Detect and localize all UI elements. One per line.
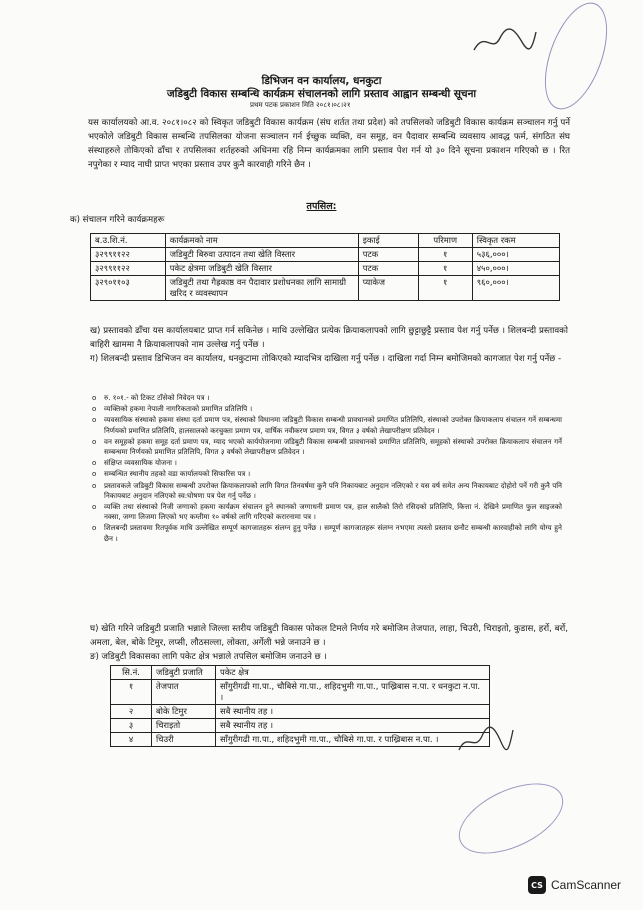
- table-header: स्विकृत रकम: [472, 234, 559, 248]
- table-cell: ३२९९११२२: [91, 262, 166, 276]
- table-header: ब.उ.शि.नं.: [91, 234, 166, 248]
- table-row: [91, 262, 560, 276]
- table-cell: १: [418, 262, 472, 276]
- table-cell: बोके टिमुर: [152, 705, 216, 719]
- publish-note: प्रथम पटक प्रकाशन मिति २०८१।०८।२१: [250, 101, 351, 109]
- list-item: o रु. १०१.- को टिकट टाँसेको निवेदन पत्र ।: [92, 393, 562, 403]
- table-header: पकेट क्षेत्र: [216, 666, 490, 680]
- section-gha: घ) खेति गरिने जडिबुटी प्रजाति भन्नाले जिल्ला स्तरीय जडिबुटी विकास फोकल टिमले निर्णय गरे बमोजिम तेजपात, लाहा, चिउरी, चिराइतो, कुडास, हर्रो, बर्रो, अमला, बेल, बोके टिमुर, लप्सी, लौठसल्ला, लोक्ता, अर्गेली भन्ने जनाउने छ ।: [90, 624, 568, 648]
- table-cell: सबै स्थानीय तह ।: [216, 719, 490, 733]
- table-header-row: [111, 666, 490, 680]
- table-cell: सबै स्थानीय तह ।: [216, 705, 490, 719]
- programs-table: [90, 233, 560, 301]
- table-cell: १: [418, 276, 472, 301]
- camscanner-logo-icon: CS: [528, 876, 546, 894]
- table-cell: १: [111, 680, 152, 705]
- table-header: सि.नं.: [111, 666, 152, 680]
- schedule-title: तपसिल:: [306, 201, 337, 212]
- table-cell: ९६०,०००।: [472, 276, 559, 301]
- table-row: [91, 248, 560, 262]
- table-cell: चिराइतो: [152, 719, 216, 733]
- table-cell: साँगुरीगढी गा.पा., शहिदभुमी गा.पा., चौबिसे गा.पा. र पाख्रिबास न.पा. ।: [216, 733, 490, 747]
- table-cell: तेजपात: [152, 680, 216, 705]
- section-nga: ङ) जडिबुटी विकासका लागि पकेट क्षेत्र भन्नाले तपसिल बमोजिम जनाउने छ ।: [90, 652, 327, 662]
- table-cell: पकेट क्षेत्रमा जडिबुटी खेति विस्तार: [165, 262, 358, 276]
- table-row: [111, 719, 490, 733]
- documents-list: [92, 393, 562, 545]
- table-cell: ४५०,०००।: [472, 262, 559, 276]
- table-header: जडिबुटी प्रजाति: [152, 666, 216, 680]
- camscanner-label: CamScanner: [551, 878, 622, 892]
- camscanner-watermark: [528, 876, 621, 894]
- list-item: o व्यक्ति तथा संस्थाको निजी जग्गाको हकमा कार्यक्रम संचालन हुने स्थानको जग्गाधनी प्रमाण पत्र, हाल सालैको तिरो रसिदको प्रतिलिपि, कित्ता नं. देखिने प्रमाणित फुल साइजको नक्सा, जग्गा लिजमा लिएको भए कम्तीमा १० वर्षको लागि गरिएको करारनामा पत्र ।: [92, 502, 562, 522]
- table-cell: पटक: [358, 248, 418, 262]
- table-header-row: [91, 234, 560, 248]
- section-ka: क) संचालन गरिने कार्यक्रमहरू: [70, 215, 165, 225]
- signature-mark-top: [470, 20, 540, 60]
- table-cell: ३२९०११०३: [91, 276, 166, 301]
- office-name: डिभिजन वन कार्यालय, धनकुटा: [261, 75, 382, 87]
- pocket-area-table: [110, 665, 490, 747]
- list-item: o संक्षिप्त व्यवसायिक योजना ।: [92, 458, 562, 468]
- table-cell: साँगुरीगढी गा.पा., चौबिसे गा.पा., शहिदभुमी गा.पा., पाख्रिबास न.पा. र धनकुटा न.पा. ।: [216, 680, 490, 705]
- office-stamp-bottom: [448, 769, 574, 868]
- table-cell: चिउरी: [152, 733, 216, 747]
- notice-subject: जडिबुटी विकास सम्बन्धि कार्यक्रम संचालनको लागि प्रस्ताव आह्वान सम्बन्धी सूचना: [166, 88, 477, 100]
- table-row: [111, 705, 490, 719]
- table-cell: प्याकेज: [358, 276, 418, 301]
- signature-mark-bottom: [455, 720, 515, 760]
- section-kha: ख) प्रस्तावको ढाँचा यस कार्यालयबाट प्राप्त गर्न सकिनेछ । माथि उल्लेखित प्रत्येक क्रियाकलापको लागि छुट्टाछुट्टै प्रस्ताव पेश गर्नु पर्नेछ । शिलबन्दी प्रस्तावको बाहिरी खाममा नै क्रियाकलापको नाम उल्लेख गर्नु पर्नेछ ।: [90, 326, 568, 350]
- list-item: o व्यक्तिको हकमा नेपाली नागरिकताको प्रमाणित प्रतिलिपि ।: [92, 404, 562, 414]
- table-cell: ३: [111, 719, 152, 733]
- table-cell: १: [418, 248, 472, 262]
- table-cell: ३२९९११२२: [91, 248, 166, 262]
- list-item: o प्रस्तावकले जडिबुटी विकास सम्बन्धी उपरोक्त क्रियाकलापको लागि विगत तिनवर्षमा कुनै पनि निकायबाट अनुदान नलिएको र यस वर्ष समेत अन्य निकायबाट दोहोरो पर्ने गरी कुनै पनि निकायबाट अनुदान नलिएको स्व:घोषणा पत्र पेश गर्नु पर्नेछ ।: [92, 481, 562, 501]
- table-header: इकाई: [358, 234, 418, 248]
- table-cell: २: [111, 705, 152, 719]
- table-cell: जडिबुटी बिरुवा उत्पादन तथा खेति विस्तार: [165, 248, 358, 262]
- section-ga: ग) शिलबन्दी प्रस्ताव डिभिजन वन कार्यालय, धनकुटामा तोकिएको म्यादभित्र दाखिला गर्नु पर्नेछ । दाखिला गर्दा निम्न बमोजिमको कागजात पेश गर्नु पर्नेछ -: [90, 354, 562, 364]
- table-row: [111, 733, 490, 747]
- list-item: o वन समूहको हकमा समूह दर्ता प्रमाण पत्र, म्याद भएको कार्ययोजनामा जडिबुटी विकास सम्बन्धी प्रावधानको प्रमाणित प्रतिलिपि, समूहको संस्थाको उपरोक्त क्रियाकलाप संचालन गर्ने सम्बन्धमा निर्णयको प्रमाणित प्रतिलिपि, विगत ३ वर्षको लेखापरीक्षण प्रतिवेदन ।: [92, 437, 562, 457]
- table-cell: जडिबुटी तथा गैह्रकाष्ठ वन पैदावार प्रशोधनका लागि सामाग्री खरिद र व्यवस्थापन: [165, 276, 358, 301]
- table-cell: ४: [111, 733, 152, 747]
- table-cell: पटक: [358, 262, 418, 276]
- list-item: o सम्बन्धित स्थानीय तहको वडा कार्यालयको सिफारिस पत्र ।: [92, 469, 562, 479]
- list-item: o व्यवसायिक संस्थाको हकमा संस्था दर्ता प्रमाण पत्र, संस्थाको विधानमा जडिबुटी विकास सम्बन्धी प्रावधानको प्रमाणित प्रतिलिपि, संस्थाको उपरोक्त क्रियाकलाप संचालन गर्ने सम्बन्धमा निर्णयको प्रमाणित प्रतिलिपि, हालसालको करचुक्ता प्रमाण पत्र, वार्षिक नवीकरण प्रमाण पत्र, विगत ३ वर्षको लेखापरीक्षण प्रतिवेदन ।: [92, 415, 562, 435]
- table-header: कार्यक्रमको नाम: [165, 234, 358, 248]
- table-row: [111, 680, 490, 705]
- table-row: [91, 276, 560, 301]
- table-header: परिमाण: [418, 234, 472, 248]
- intro-paragraph: यस कार्यालयको आ.व. २०८१।०८२ को स्विकृत जडिबुटी विकास कार्यक्रम (संघ शर्तत तथा प्रदेश) को तपसिलको जडिबुटी विकास कार्यक्रम सञ्चालन गर्नु पर्ने भएकोले जडिबुटी विकास सम्बन्धि तपसिलका योजना सञ्चालन गर्न ईच्छुक व्यक्ति, वन समूह, वन पैदावार सम्बन्धि व्यवसाय आवद्ध फर्म, संगठित संघ संस्थाहरुले तोकिएको ढाँचा र तपसिलका शर्तहरुको अधिनमा रहि निम्न कार्यक्रमका लागि प्रस्ताव पेश गर्न यो ३० दिने सूचना प्रकाशन गरिएको छ । रित नपुगेका र म्याद नाघी प्राप्त भएका प्रस्ताव उपर कुनै कारवाही गरिने छैन ।: [88, 118, 570, 170]
- table-cell: ५३६,०००।: [472, 248, 559, 262]
- list-item: o शिलबन्दी प्रस्तावमा रितपूर्वक माथि उल्लेखित सम्पूर्ण कागजातहरू संलग्न हुनु पर्नेछ । सम्पूर्ण कागजातहरू संलग्न नभएमा त्यस्तो प्रस्ताव छनौट सम्बन्धी कारवाहीको लागि योग्य हुने छैन ।: [92, 523, 562, 543]
